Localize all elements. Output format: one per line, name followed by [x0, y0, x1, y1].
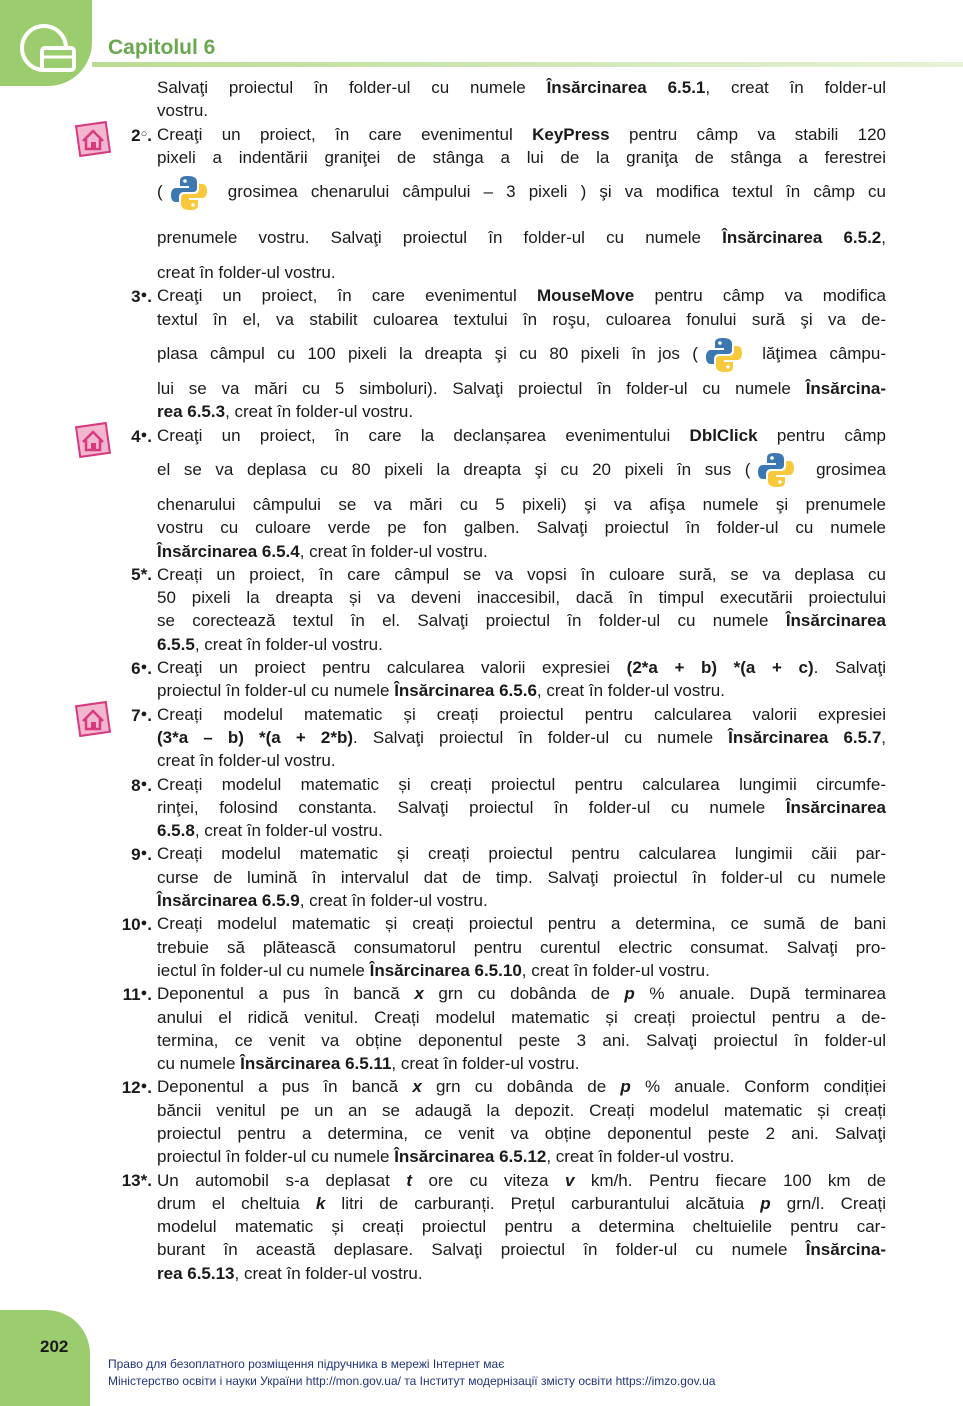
python-logo-icon — [756, 450, 796, 490]
task-number: 13*. — [121, 1170, 152, 1190]
intro-paragraph: Salvaţi proiectul în folder-ul cu numele Însărcinarea 6.5.1, creat în folder-ul vostru. — [157, 78, 887, 121]
task-3: 3●. Creaţi un proiect, în care evenimentul MouseMove pentru câmp va modifica textul în el, va stabilit culoarea textului în roşu, culoarea fonului sură şi va de- plasa câmpul cu 100 pixeli la dreapta şi cu 80 pixeli în jos ( lăţimea câmpu- lui se va mări cu 5 simboluri). Salvaţi proiectul în folder-ul cu numele Însărcina- rea 6.5.3, creat în folder-ul vostru. — [157, 284, 886, 423]
task-number: 12●. — [121, 1078, 152, 1098]
task-number: 8●. — [131, 775, 152, 795]
task-7: 7●. Creați modelul matematic și creați proiectul pentru calcularea valorii expresiei (3*a – b) *(a + 2*b). Salvaţi proiectul în folder-ul cu numele Însărcinarea 6.5.7, creat în folder-ul vostru. — [157, 703, 886, 773]
task-number: 7●. — [131, 705, 152, 725]
footer-line-2: Міністерство освіти і науки України http://mon.gov.ua/ та Інститут модернізації змісту освіти https://imzo.gov.ua — [108, 1374, 716, 1388]
task-12: 12●. Deponentul a pus în bancă x grn cu dobânda de p % anuale. Conform condiției băncii venitul pe un an se adaugă la depozit. Creați modelul matematic și creați proiectul pentru a determina, ce venit va obține deponentul peste 2 ani. Salvaţi proiectul în folder-ul cu numele Însărcinarea 6.5.12, creat în folder-ul vostru. — [157, 1075, 886, 1168]
task-number: 6●. — [131, 659, 152, 679]
task-number: 3●. — [131, 287, 152, 307]
task-13: 13*. Un automobil s-a deplasat t ore cu viteza v km/h. Pentru fiecare 100 km de drum el cheltuia k litri de carburanți. Prețul carburantului alcătuia p grn/l. Creați modelul matematic și creați proiectul pentru a determina cheltuielile pentru car- burant în această deplasare. Salvaţi proiectul în folder-ul cu numele Însărcina- rea 6.5.13, creat în folder-ul vostru. — [157, 1169, 886, 1285]
python-logo-icon — [704, 335, 744, 375]
chapter-icon — [0, 0, 92, 86]
page-number-tab — [0, 1310, 90, 1406]
task-number: 2○. — [131, 125, 152, 145]
footer-copyright — [108, 1356, 715, 1390]
chapter-title: Capitolul 6 — [108, 36, 216, 59]
task-8: 8●. Creați modelul matematic și creați proiectul pentru calcularea lungimii circumfe- rinţei, folosind constanta. Salvaţi proiectul în folder-ul cu numele Însărcinarea 6.5.8, creat în folder-ul vostru. — [157, 773, 886, 843]
task-number: 5*. — [131, 564, 152, 584]
task-10: 10●. Creați modelul matematic și creați proiectul pentru a determina, ce sumă de bani trebuie să plătească consumatorul pentru curentul electric consumat. Salvaţi pro- iectul în folder-ul cu numele Însărcinarea 6.5.10, creat în folder-ul vostru. — [157, 912, 886, 982]
task-2: 2○. Creaţi un proiect, în care evenimentul KeyPress pentru câmp va stabili 120 pixeli a indentării graniţei de stânga a lui de la graniţa de stânga a ferestrei ( grosimea chenarului câmpului – 3 pixeli ) şi va modifica textul în câmp cu prenumele vostru. Salvaţi proiectul în folder-ul cu numele Însărcinarea 6.5.2, creat în folder-ul vostru. — [157, 123, 886, 285]
task-number: 10●. — [121, 915, 152, 935]
header-divider — [92, 62, 963, 67]
page-number: 202 — [40, 1337, 69, 1356]
corner-tab — [0, 0, 92, 86]
task-5: 5*. Creați un proiect, în care câmpul se va vopsi în culoare sură, se va deplasa cu 50 pixeli la dreapta și va deveni inaccesibil, dacă în timpul executării proiectului se corectează textul în el. Salvaţi proiectul în folder-ul cu numele Însărcinarea 6.5.5, creat în folder-ul vostru. — [157, 563, 886, 656]
task-number: 11●. — [122, 985, 152, 1005]
task-number: 4●. — [131, 426, 152, 446]
task-number: 9●. — [131, 845, 152, 865]
task-11: 11●. Deponentul a pus în bancă x grn cu dobânda de p % anuale. După terminarea anului el ridică venitul. Creați modelul matematic și creați proiectul pentru a de- termina, ce venit va obține deponentul peste 3 ani. Salvaţi proiectul în folder-ul cu numele Însărcinarea 6.5.11, creat în folder-ul vostru. — [157, 982, 886, 1075]
python-logo-icon — [169, 173, 209, 213]
task-4: 4●. Creaţi un proiect, în care la declanșarea evenimentului DblClick pentru câmp el se va deplasa cu 80 pixeli la dreapta şi cu 20 pixeli în sus ( grosimea chenarului câmpului se va mări cu 5 pixeli) şi va afişa numele şi prenumele vostru cu culoare verde pe fon galben. Salvaţi proiectul în folder-ul cu numele Însărcinarea 6.5.4, creat în folder-ul vostru. — [157, 424, 886, 563]
task-list — [0, 76, 963, 1285]
task-9: 9●. Creați modelul matematic și creați proiectul pentru calcularea lungimii căii par- curse de lumină în intervalul dat de timp. Salvaţi proiectul în folder-ul cu numele Însărcinarea 6.5.9, creat în folder-ul vostru. — [157, 842, 886, 912]
task-6: 6●. Creaţi un proiect pentru calcularea valorii expresiei (2*a + b) *(a + c). Salvaţi proiectul în folder-ul cu numele Însărcinarea 6.5.6, creat în folder-ul vostru. — [157, 656, 886, 703]
footer-line-1: Право для безоплатного розміщення підручника в мережі Інтернет має — [108, 1357, 505, 1371]
